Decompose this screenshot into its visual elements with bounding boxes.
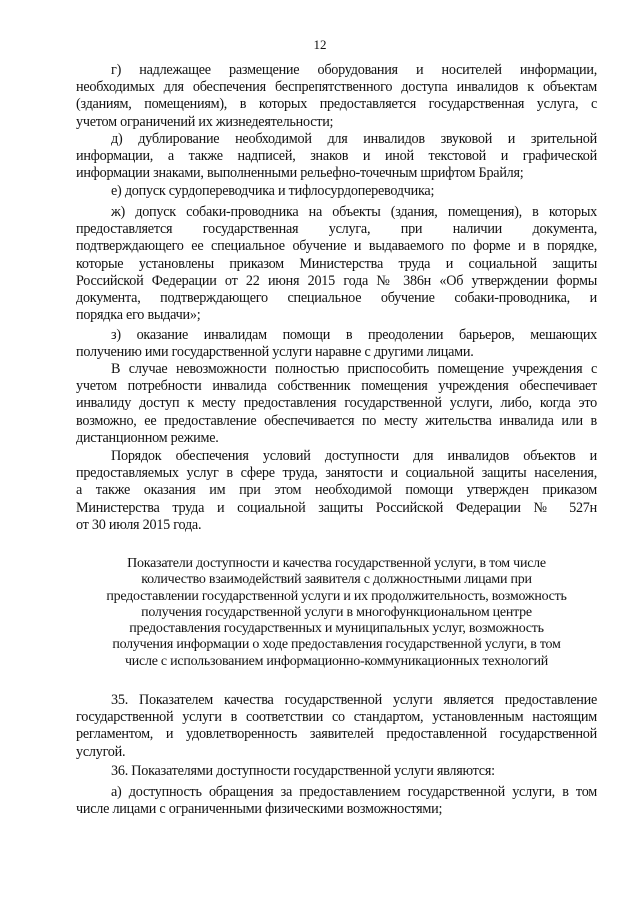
text-line: подтверждающего ее специальное обучение и выдаваемого по форме и в порядке, bbox=[76, 238, 597, 255]
text-line: информации, а также надписей, знаков и иной текстовой и графической bbox=[76, 148, 597, 165]
text-line: учетом ограничений их жизнедеятельности; bbox=[76, 113, 334, 130]
heading-line: Показатели доступности и качества государственной услуги, в том числе bbox=[127, 556, 546, 571]
heading-line: предоставлении государственной услуги и их продолжительность, возможность bbox=[106, 588, 567, 604]
text-line: Порядок обеспечения условий доступности для инвалидов объектов и bbox=[111, 448, 597, 464]
text-line: предоставляемых услуг в сфере труда, занятости и социальной защиты населения, bbox=[76, 465, 597, 482]
text-line: государственной услуги в соответствии со стандартом, установленным настоящим bbox=[76, 709, 597, 726]
heading-line: количество взаимодействий заявителя с должностными лицами при bbox=[141, 572, 532, 588]
text-line: необходимых для обеспечения беспрепятственного доступа инвалидов к объектам bbox=[76, 79, 597, 96]
paragraph-item-e bbox=[76, 183, 597, 200]
text-line: 36. Показателями доступности государственной услуги являются: bbox=[111, 763, 495, 779]
heading-line: предоставления государственных и муниципальных услуг, возможность bbox=[129, 621, 544, 637]
text-line: от 30 июля 2015 года. bbox=[76, 516, 202, 533]
section-heading bbox=[76, 556, 597, 670]
paragraph-item-a bbox=[76, 784, 597, 818]
text-line: числе лицами с ограниченными физическими возможностями; bbox=[76, 801, 443, 818]
paragraph-order bbox=[76, 448, 597, 534]
text-line: (зданиям, помещениям), в которых предоставляется государственная услуга, с bbox=[76, 96, 597, 113]
text-line: д) дублирование необходимой для инвалидов звуковой и зрительной bbox=[111, 131, 597, 147]
text-line: Российской Федерации от 22 июня 2015 года № 386н «Об утверждении формы bbox=[76, 272, 597, 289]
text-line: а) доступность обращения за предоставлением государственной услуги, в том bbox=[111, 784, 597, 800]
text-line: з) оказание инвалидам помощи в преодолении барьеров, мешающих bbox=[111, 327, 597, 343]
text-line: 35. Показателем качества государственной услуги является предоставление bbox=[111, 692, 597, 708]
text-line: которые установлены приказом Министерства труда и социальной защиты bbox=[76, 255, 597, 272]
text-line: возможно, ее предоставление обеспечивается по месту жительства инвалида или в bbox=[76, 412, 597, 429]
page-number: 12 bbox=[313, 37, 327, 52]
heading-line: получения государственной услуги в многофункциональном центре bbox=[141, 604, 532, 620]
text-line: получению ими государственной услуги наравне с другими лицами. bbox=[76, 344, 474, 361]
paragraph-item-g bbox=[76, 62, 597, 131]
text-line: услугой. bbox=[76, 743, 126, 760]
paragraph-impossibility bbox=[76, 361, 597, 447]
text-line: е) допуск сурдопереводчика и тифлосурдопереводчика; bbox=[111, 183, 435, 199]
text-line: документа, подтверждающего специальное обучение собаки-проводника, и bbox=[76, 289, 597, 306]
text-line: регламентом, и удовлетворенность заявителей предоставленной государственной bbox=[76, 726, 597, 743]
text-line: В случае невозможности полностью приспособить помещение учреждения с bbox=[111, 361, 597, 377]
paragraph-36 bbox=[76, 763, 597, 780]
text-line: дистанционном режиме. bbox=[76, 429, 219, 446]
heading-line: числе с использованием информационно-коммуникационных технологий bbox=[124, 653, 549, 669]
text-line: порядка его выдачи»; bbox=[76, 307, 201, 324]
paragraph-item-z bbox=[76, 327, 597, 361]
text-line: предоставляется государственная услуга, при наличии документа, bbox=[76, 221, 597, 238]
paragraph-item-d bbox=[76, 131, 597, 183]
text-line: а также оказания им при этом необходимой помощи утвержден приказом bbox=[76, 482, 597, 499]
text-line: г) надлежащее размещение оборудования и носителей информации, bbox=[111, 62, 597, 78]
text-line: Министерства труда и социальной защиты Российской Федерации № 527н bbox=[76, 499, 597, 516]
text-line: ж) допуск собаки-проводника на объекты (здания, помещения), в которых bbox=[111, 204, 597, 220]
paragraph-35 bbox=[76, 692, 597, 761]
text-line: информации знаками, выполненными рельефно-точечным шрифтом Брайля; bbox=[76, 165, 524, 182]
text-line: инвалиду доступ к месту предоставления государственной услуги, либо, когда это bbox=[76, 395, 597, 412]
text-line: учетом потребности инвалида собственник помещения учреждения обеспечивает bbox=[76, 378, 597, 395]
heading-line: получения информации о ходе предоставления государственной услуги, в том bbox=[112, 637, 561, 653]
paragraph-item-zh bbox=[76, 204, 597, 324]
